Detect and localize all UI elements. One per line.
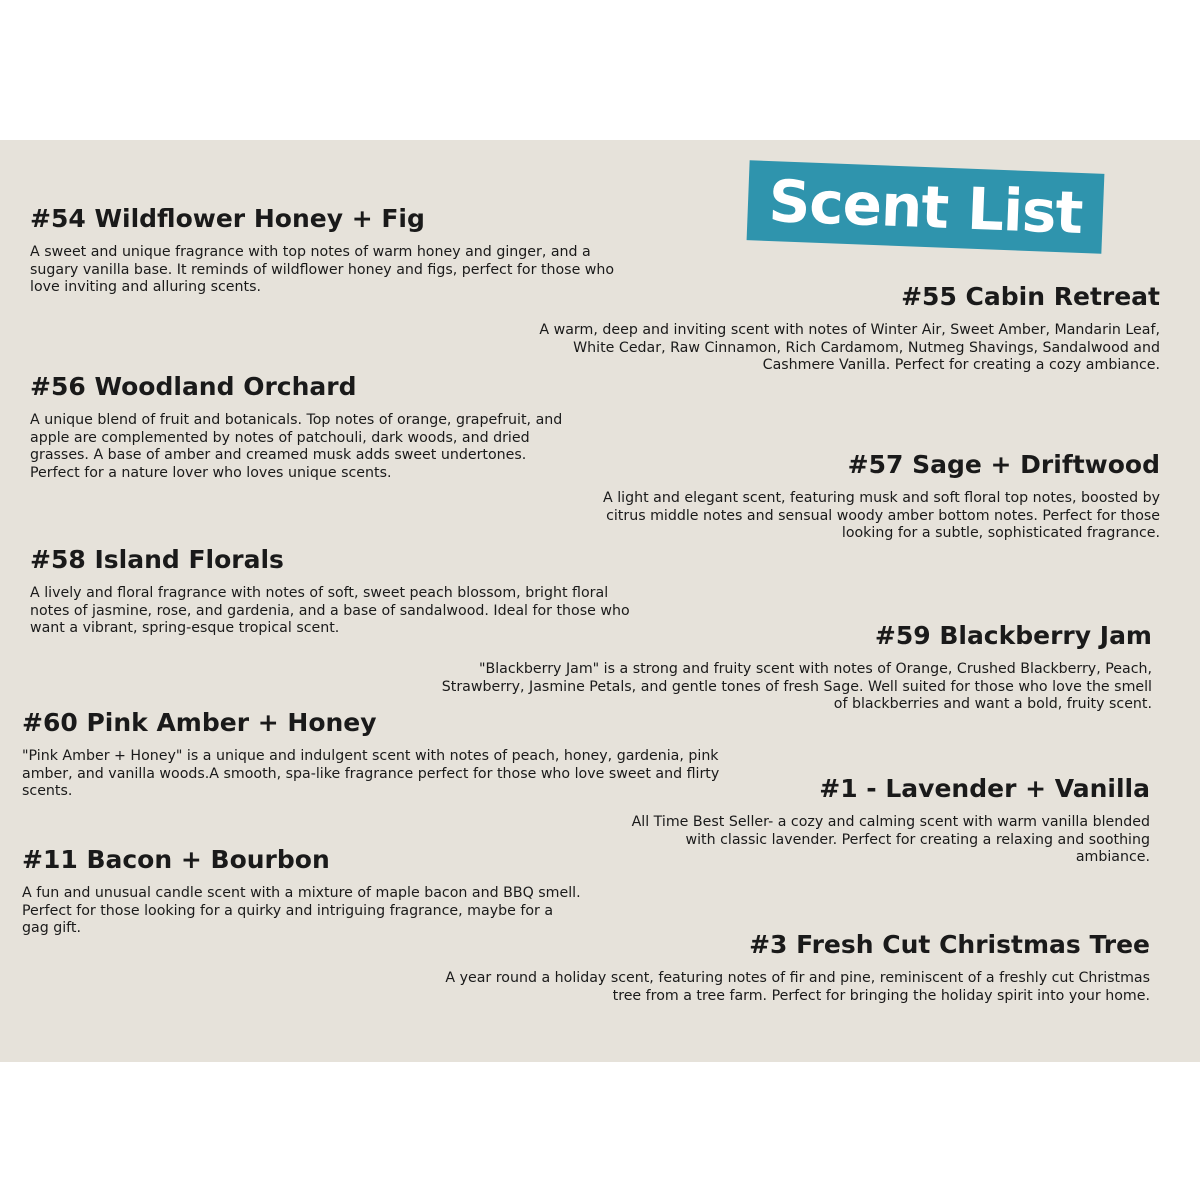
scent-60 <box>22 708 727 801</box>
scent-description: A unique blend of fruit and botanicals. Top notes of orange, grapefruit, and apple are complemented by notes of patchouli, dark woods, and dried grasses. A base of amber and creamed musk adds sweet undertones. Perfect for a nature lover who loves unique scents. <box>30 412 563 481</box>
scent-title: #54 Wildflower Honey + Fig <box>30 204 425 233</box>
scent-title: #60 Pink Amber + Honey <box>22 708 377 737</box>
scent-title: #1 - Lavender + Vanilla <box>819 774 1150 803</box>
scent-description: A year round a holiday scent, featuring notes of fir and pine, reminiscent of a freshly cut Christmas tree from a tree farm. Perfect for bringing the holiday spirit into your home. <box>445 970 1150 1004</box>
scent-3 <box>420 930 1150 1005</box>
scent-list-panel <box>0 140 1200 1062</box>
scent-title: #56 Woodland Orchard <box>30 372 357 401</box>
scent-title: #57 Sage + Driftwood <box>847 450 1160 479</box>
scent-11 <box>22 845 582 938</box>
scent-list-banner <box>747 160 1105 254</box>
scent-title: #59 Blackberry Jam <box>874 621 1152 650</box>
scent-title: #3 Fresh Cut Christmas Tree <box>749 930 1150 959</box>
scent-description: All Time Best Seller- a cozy and calming scent with warm vanilla blended with classic lavender. Perfect for creating a relaxing and soothing ambiance. <box>631 814 1150 865</box>
banner-title: Scent List <box>767 167 1084 247</box>
scent-description: A lively and floral fragrance with notes of soft, sweet peach blossom, bright floral notes of jasmine, rose, and gardenia, and a base of sandalwood. Ideal for those who want a vibrant, spring-esque tropical scent. <box>30 585 630 636</box>
scent-description: A fun and unusual candle scent with a mixture of maple bacon and BBQ smell. Perfect for those looking for a quirky and intriguing fragrance, maybe for a gag gift. <box>22 885 581 936</box>
scent-title: #11 Bacon + Bourbon <box>22 845 330 874</box>
scent-title: #55 Cabin Retreat <box>901 282 1160 311</box>
scent-description: A warm, deep and inviting scent with notes of Winter Air, Sweet Amber, Mandarin Leaf, White Cedar, Raw Cinnamon, Rich Cardamom, Nutmeg Shavings, Sandalwood and Cashmere Vanilla. Perfect for creating a cozy ambiance. <box>539 322 1160 373</box>
scent-description: A sweet and unique fragrance with top notes of warm honey and ginger, and a sugary vanilla base. It reminds of wildflower honey and figs, perfect for those who love inviting and alluring scents. <box>30 244 615 295</box>
scent-title: #58 Island Florals <box>30 545 284 574</box>
scent-1 <box>625 774 1150 867</box>
scent-57 <box>560 450 1160 543</box>
scent-56 <box>30 372 575 482</box>
scent-description: A light and elegant scent, featuring musk and soft floral top notes, boosted by citrus middle notes and sensual woody amber bottom notes. Perfect for those looking for a subtle, sophisticated fragrance. <box>603 490 1160 541</box>
scent-59 <box>430 621 1152 714</box>
scent-description: "Blackberry Jam" is a strong and fruity scent with notes of Orange, Crushed Blackberry, Peach, Strawberry, Jasmine Petals, and gentle tones of fresh Sage. Well suited for those who love the smell of blackberries and want a bold, fruity scent. <box>441 661 1152 712</box>
scent-55 <box>520 282 1160 375</box>
scent-description: "Pink Amber + Honey" is a unique and indulgent scent with notes of peach, honey, gardenia, pink amber, and vanilla woods.A smooth, spa-like fragrance perfect for those who love sweet and flirty scents. <box>22 748 720 799</box>
